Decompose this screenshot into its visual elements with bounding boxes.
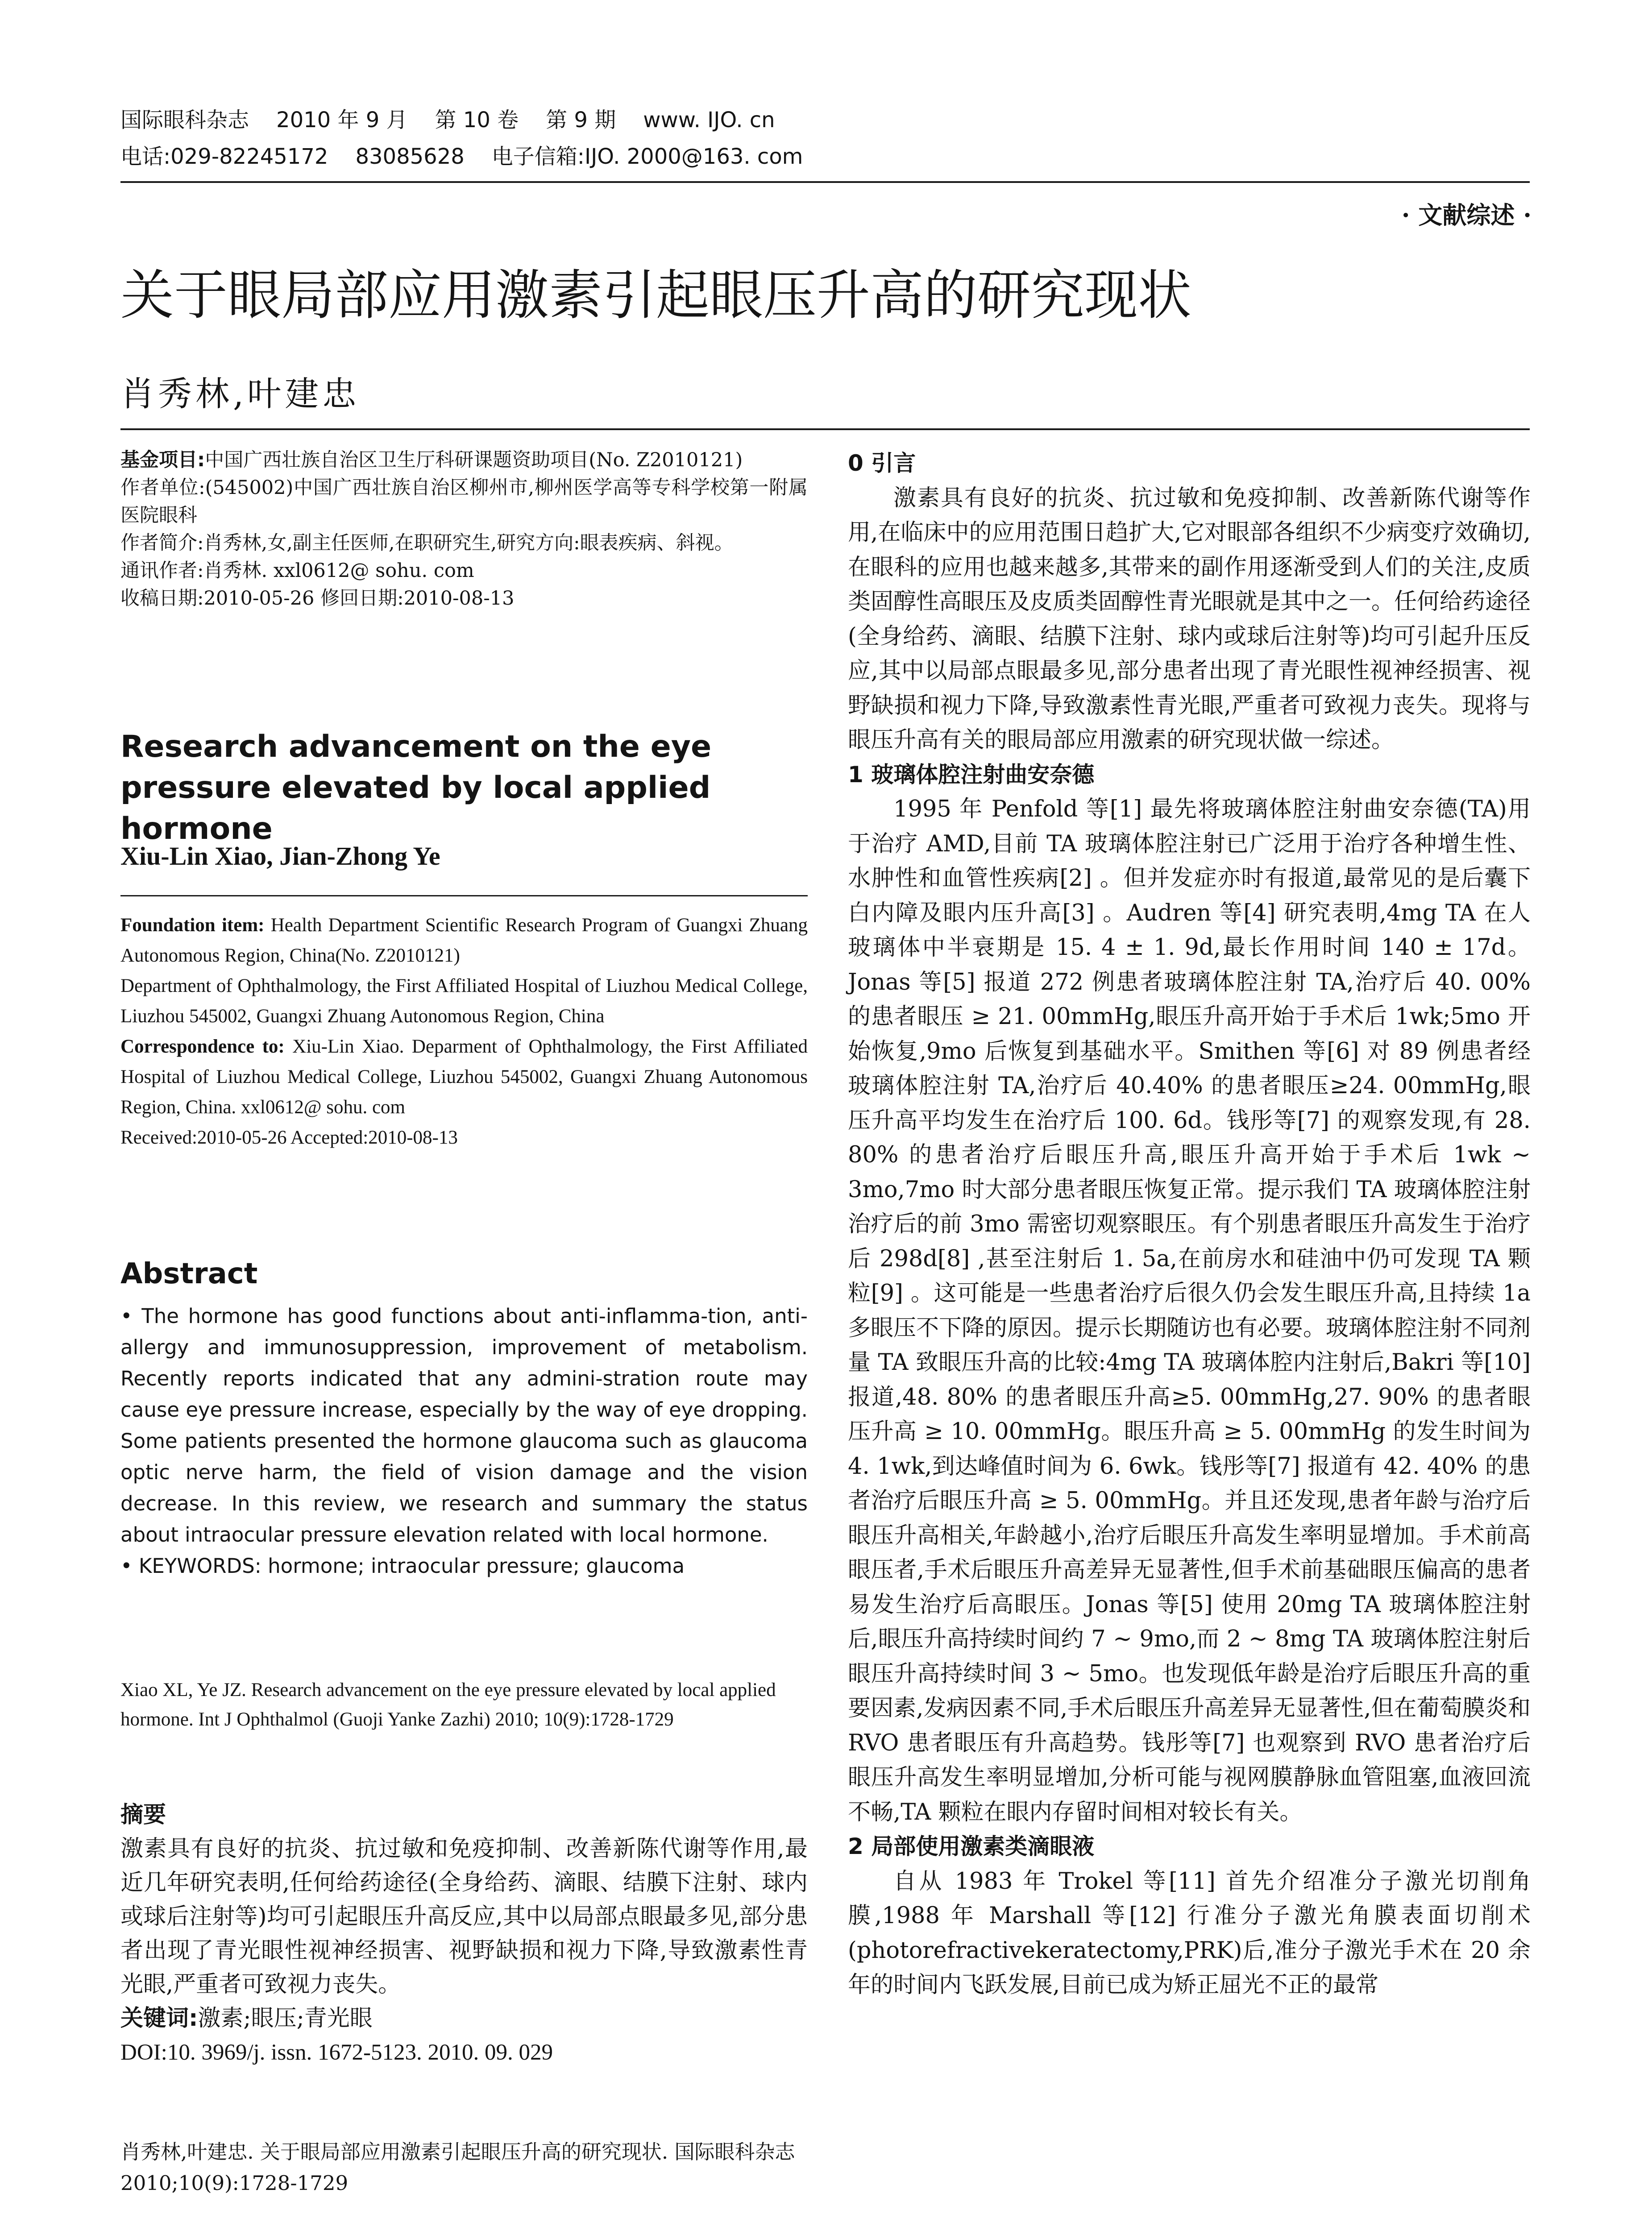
english-foundation-label: Foundation item:	[120, 915, 265, 936]
corresponding-author: 通讯作者:肖秀林. xxl0612@ sohu. com	[120, 560, 474, 582]
article-authors: 肖秀林,叶建忠	[120, 374, 360, 414]
article-metadata	[120, 446, 808, 612]
english-foundation-text: Health Department Scientific Research Program of Guangxi Zhuang Autonomous Region, China(No. Z2010121)	[120, 915, 808, 966]
abstract-body	[120, 1301, 808, 1582]
english-authors: Xiu-Lin Xiao, Jian-Zhong Ye	[120, 842, 440, 871]
english-authors-rule	[120, 895, 808, 896]
journal-header-line2: 电话:029-82245172 83085628 电子信箱:IJO. 2000@163. com	[120, 144, 803, 169]
title-rule	[120, 428, 1530, 430]
author-intro: 作者简介:肖秀林,女,副主任医师,在职研究生,研究方向:眼表疾病、斜视。	[120, 532, 734, 554]
doi: DOI:10. 3969/j. issn. 1672-5123. 2010. 09. 029	[120, 2040, 553, 2065]
abstract-text: • The hormone has good functions about anti-inflamma-tion, anti-allergy and immunosuppression, improvement of metabolism. Recently reports indicated that any admini-stration route may cause eye pressure increase, especially by the way of eye dropping. Some patients presented the hormone glaucoma such as glaucoma optic nerve harm, the field of vision damage and the vision decrease. In this review, we research and summary the status about intraocular pressure elevation related with local hormone.	[120, 1304, 808, 1547]
section-2-heading: 2 局部使用激素类滴眼液	[848, 1833, 1095, 1859]
foundation-label: 基金项目:	[120, 449, 205, 471]
chinese-abstract-text: 激素具有良好的抗炎、抗过敏和免疫抑制、改善新陈代谢等作用,最近几年研究表明,任何给药途径(全身给药、滴眼、结膜下注射、球内或球后注射等)均可引起眼压升高反应,其中以局部点眼最多见,部分患者出现了青光眼性视神经损害、视野缺损和视力下降,导致激素性青光眼,严重者可致视力丧失。	[120, 1836, 808, 1998]
english-corr-label: Correspondence to:	[120, 1036, 285, 1057]
english-info	[120, 910, 808, 1153]
chinese-keywords-text: 激素;眼压;青光眼	[198, 2005, 373, 2032]
abstract-heading: Abstract	[120, 1257, 258, 1290]
section-2-paragraph: 自从 1983 年 Trokel 等[11] 首先介绍准分子激光切削角膜,1988 年 Marshall 等[12] 行准分子激光角膜表面切削术(photorefractivekeratectomy,PRK)后,准分子激光手术在 20 余年的时间内飞跃发展,目前已成为矫正屈光不正的最常	[848, 1868, 1531, 1998]
body-text	[848, 446, 1531, 2003]
abstract-keywords: • KEYWORDS: hormone; intraocular pressure; glaucoma	[120, 1554, 685, 1578]
chinese-abstract	[120, 1798, 808, 2069]
section-0-paragraph: 激素具有良好的抗炎、抗过敏和免疫抑制、改善新陈代谢等作用,在临床中的应用范围日趋扩大,它对眼部各组织不少病变疗效确切,在眼科的应用也越来越多,其带来的副作用逐渐受到人们的关注,皮质类固醇性高眼压及皮质类固醇性青光眼就是其中之一。任何给药途径(全身给药、滴眼、结膜下注射、球内或球后注射等)均可引起升压反应,其中以局部点眼最多见,部分患者出现了青光眼性视神经损害、视野缺损和视力下降,导致激素性青光眼,严重者可致视力丧失。现将与眼压升高有关的眼局部应用激素的研究现状做一综述。	[848, 485, 1531, 753]
article-title: 关于眼局部应用激素引起眼压升高的研究现状	[120, 265, 1191, 327]
section-tag: · 文献综述 ·	[1401, 201, 1532, 229]
foundation-line	[120, 446, 808, 474]
chinese-abstract-heading: 摘要	[120, 1802, 166, 1828]
english-title: Research advancement on the eye pressure elevated by local applied hormone	[120, 729, 712, 846]
english-department: Department of Ophthalmology, the First Affiliated Hospital of Liuzhou Medical College, Liuzhou 545002, Guangxi Zhuang Autonomous Region, China	[120, 975, 808, 1027]
section-0-heading: 0 引言	[848, 450, 916, 476]
chinese-keywords	[120, 2002, 808, 2036]
section-1-paragraph: 1995 年 Penfold 等[1] 最先将玻璃体腔注射曲安奈德(TA)用于治疗 AMD,目前 TA 玻璃体腔注射已广泛用于治疗各种增生性、水肿性和血管性疾病[2] 。但并发症亦时有报道,最常见的是后囊下白内障及眼内压升高[3] 。Audren 等[4] 研究表明,4mg TA 在人玻璃体中半衰期是 15. 4 ± 1. 9d,最长作用时间 140 ± 17d。Jonas 等[5] 报道 272 例患者玻璃体腔注射 TA,治疗后 40. 00% 的患者眼压 ≥ 21. 00mmHg,眼压升高开始于手术后 1wk;5mo 开始恢复,9mo 后恢复到基础水平。Smithen 等[6] 对 89 例患者经玻璃体腔注射 TA,治疗后 40.40% 的患者眼压≥24. 00mmHg,眼压升高平均发生在治疗后 100. 6d。钱彤等[7] 的观察发现,有 28. 80% 的患者治疗后眼压升高,眼压升高开始于手术后 1wk ~ 3mo,7mo 时大部分患者眼压恢复正常。提示我们 TA 玻璃体腔注射治疗后的前 3mo 需密切观察眼压。有个别患者眼压升高发生于治疗后 298d[8] ,甚至注射后 1. 5a,在前房水和硅油中仍可发现 TA 颗粒[9] 。这可能是一些患者治疗后很久仍会发生眼压升高,且持续 1a 多眼压不下降的原因。提示长期随访也有必要。玻璃体腔注射不同剂量 TA 致眼压升高的比较:4mg TA 玻璃体腔内注射后,Bakri 等[10] 报道,48. 80% 的患者眼压升高≥5. 00mmHg,27. 90% 的患者眼压升高 ≥ 10. 00mmHg。眼压升高 ≥ 5. 00mmHg 的发生时间为 4. 1wk,到达峰值时间为 6. 6wk。钱彤等[7] 报道有 42. 40% 的患者治疗后眼压升高 ≥ 5. 00mmHg。并且还发现,患者年龄与治疗后眼压升高相关,年龄越小,治疗后眼压升高发生率明显增加。手术前高眼压者,手术后眼压升高差异无显著性,但手术前基础眼压偏高的患者易发生治疗后高眼压。Jonas 等[5] 使用 20mg TA 玻璃体腔注射后,眼压升高持续时间约 7 ~ 9mo,而 2 ~ 8mg TA 玻璃体腔注射后眼压升高持续时间 3 ~ 5mo。也发现低年龄是治疗后眼压升高的重要因素,发病因素不同,手术后眼压升高差异无显著性,但在葡萄膜炎和 RVO 患者眼压有升高趋势。钱彤等[7] 也观察到 RVO 患者治疗后眼压升高发生率明显增加,分析可能与视网膜静脉血管阻塞,血液回流不畅,TA 颗粒在眼内存留时间相对较长有关。	[848, 796, 1531, 1825]
section-1-heading: 1 玻璃体腔注射曲安奈德	[848, 761, 1095, 788]
english-foundation	[120, 910, 808, 971]
author-unit: 作者单位:(545002)中国广西壮族自治区柳州市,柳州医学高等专科学校第一附属医院眼科	[120, 477, 808, 527]
citation-chinese: 肖秀林,叶建忠. 关于眼局部应用激素引起眼压升高的研究现状. 国际眼科杂志 2010;10(9):1728-1729	[120, 2140, 795, 2195]
header-rule	[120, 181, 1530, 183]
journal-header-line1: 国际眼科杂志 2010 年 9 月 第 10 卷 第 9 期 www. IJO. cn	[120, 108, 775, 133]
english-correspondence	[120, 1032, 808, 1123]
english-dates: Received:2010-05-26 Accepted:2010-08-13	[120, 1127, 458, 1148]
english-corr-text: Xiu-Lin Xiao. Deparment of Ophthalmology, the First Affiliated Hospital of Liuzhou Medical College, Liuzhou 545002, Guangxi Zhuang Autonomous Region, China. xxl0612@ sohu. com	[120, 1036, 808, 1118]
foundation-text: 中国广西壮族自治区卫生厅科研课题资助项目(No. Z2010121)	[205, 449, 743, 471]
citation-english: Xiao XL, Ye JZ. Research advancement on the eye pressure elevated by local applied hormone. Int J Ophthalmol (Guoji Yanke Zazhi) 2010; 10(9):1728-1729	[120, 1679, 776, 1730]
received-dates: 收稿日期:2010-05-26 修回日期:2010-08-13	[120, 587, 515, 610]
chinese-keywords-label: 关键词:	[120, 2005, 198, 2032]
